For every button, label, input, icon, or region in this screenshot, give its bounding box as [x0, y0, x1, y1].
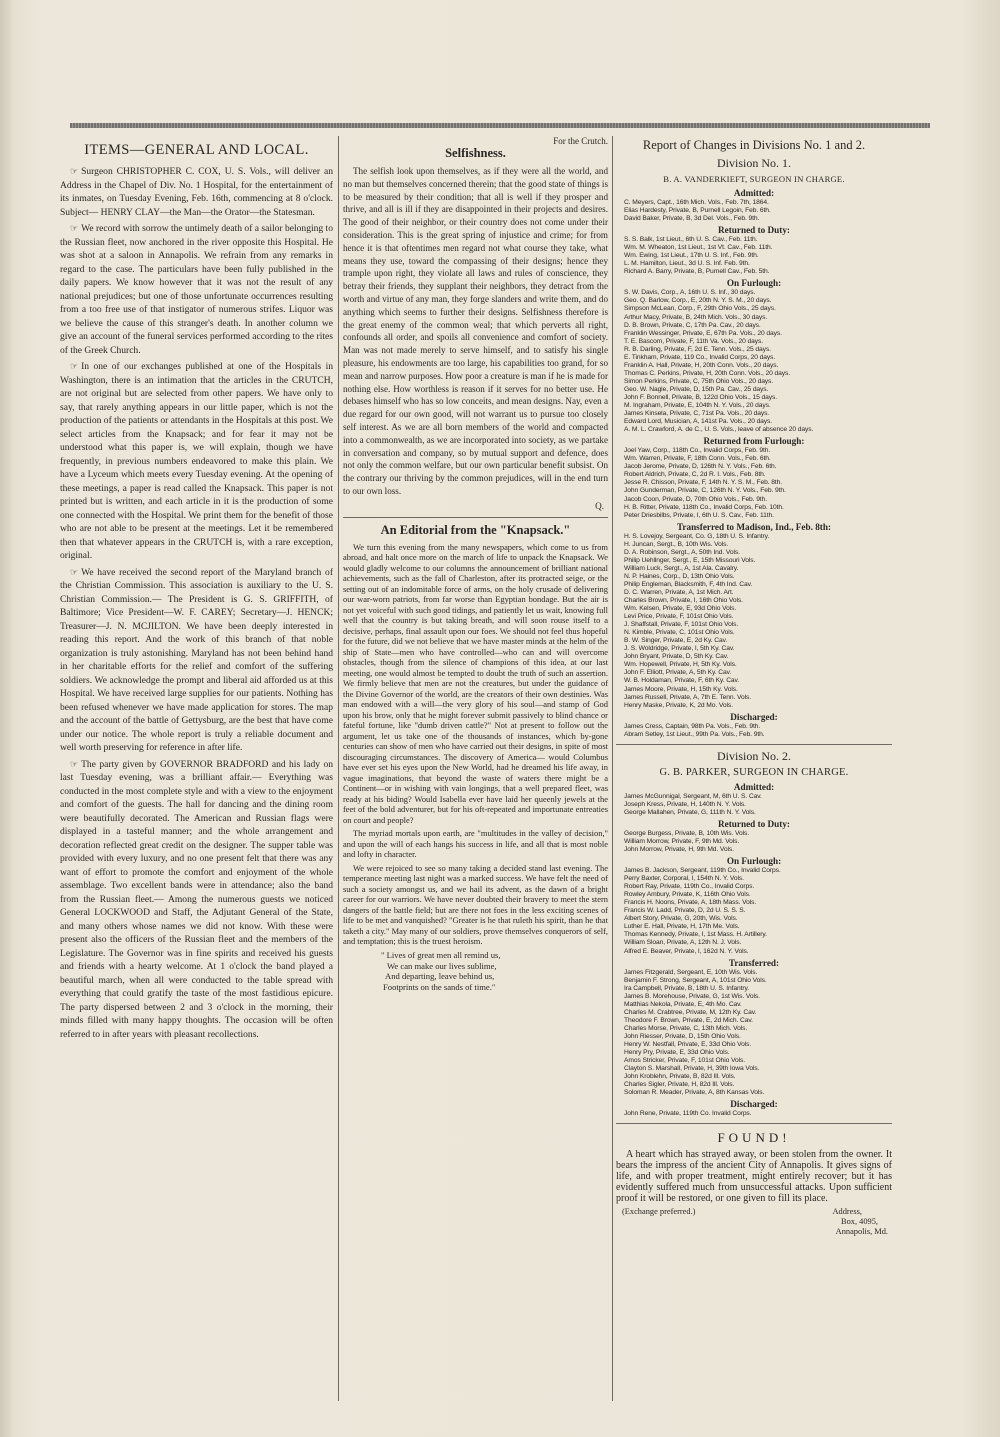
report-entry: Charles M. Crabtree, Private, M, 12th Ky. Cav.: [624, 1008, 757, 1016]
pointing-hand-icon: ☞: [70, 166, 79, 176]
report-entry: Wm. Ewing, 1st Lieut., 17th U. S. Inf., Feb. 9th.: [624, 252, 759, 260]
report-entry: Robert Ray, Private, 119th Co., Invalid Corps.: [624, 883, 755, 891]
poem-quote: [381, 950, 608, 993]
report-entry: M. Ingraham, Private, E, 104th N. Y. Vols., 20 days.: [624, 402, 771, 410]
report-entry: Wm. Warren, Private, F, 18th Conn. Vols., Feb. 6th.: [624, 455, 771, 463]
report-entry: John F. Elliott, Private, A, 5th Ky. Cav.: [624, 669, 732, 677]
report-entry: James B. Morehouse, Private, G, 1st Wis. Vols.: [624, 992, 760, 1000]
found-address-label: Address,: [832, 1207, 862, 1217]
report-entry: Geo. Q. Barlow, Corp., E, 20th N. Y. S. M., 20 days.: [624, 297, 772, 305]
report-entry: S. S. Balk, 1st Lieut., 6th U. S. Cav., Feb. 11th.: [624, 236, 758, 244]
item-paragraph: [60, 222, 333, 357]
division-divider: [616, 744, 892, 745]
report-entry: Jesse R. Chisson, Private, F, 14th N. Y. S. M., Feb. 8th.: [624, 479, 782, 487]
report-entry: B. W. Singer, Private, E, 2d Ky. Cav.: [624, 637, 728, 645]
report-entry: Abram Setley, 1st Lieut., 99th Pa. Vols., Feb. 9th.: [624, 730, 765, 738]
report-entry: Levi Price, Private, F, 101st Ohio Vols.: [624, 613, 734, 621]
report-category-label: Returned to Duty:: [718, 225, 790, 236]
pointing-hand-icon: ☞: [70, 758, 79, 769]
report-entry: John Riesser, Private, D, 15th Ohio Vols.: [624, 1032, 741, 1040]
report-entry: Clayton S. Marshall, Private, H, 39th Iowa Vols.: [624, 1065, 760, 1073]
report-entry: Francis H. Noons, Private, A, 18th Mass. Vols.: [624, 899, 757, 907]
report-entry: Simon Perkins, Private, C, 75th Ohio Vols., 20 days.: [624, 377, 774, 385]
report-entry: William Morrow, Private, F, 9th Md. Vols.: [624, 837, 740, 845]
found-title: FOUND!: [717, 1130, 791, 1146]
editorial-body: [343, 542, 608, 947]
item-text: We record with sorrow the untimely death of a sailor belonging to the Russian fleet, now anchored in the river opposite this Hospital. He was shot at a saloon in Annapolis. We refrain from any remarks in regard to the case. The particulars have been fully published in the daily papers. We know however that it was not the result of any national prejudices; but one of those unfortunate occurrences resulting from a too free use of that instigator of numerous strifes. Liquor was we believe the cause of this stranger's death. In another column we give an account of the funeral services performed according to the rites of the Greek Church.: [60, 223, 333, 356]
column-selfishness-editorial: [343, 136, 608, 1406]
report-entry: Thomas C. Perkins, Private, H, 20th Conn. Vols., 20 days.: [624, 369, 791, 377]
poem-line: And departing, leave behind us,: [385, 971, 495, 982]
report-entry: Elias Hardesty, Private, B, Purnell Legoin, Feb. 6th.: [624, 207, 771, 215]
report-entry: A. M. L. Crawford, A. de C., U. S. Vols., leave of absence 20 days.: [624, 426, 814, 434]
section-heading: ITEMS—GENERAL AND LOCAL.: [84, 142, 309, 158]
report-entry: Henry W. Nestfall, Private, E, 33d Ohio Vols.: [624, 1040, 752, 1048]
report-entry: E. Tinkham, Private, 119 Co., Invalid Corps, 20 days.: [624, 353, 776, 361]
report-entry: N. Kimble, Private, C, 101st Ohio Vols.: [624, 629, 735, 637]
division-2-sections: [616, 782, 892, 1119]
pointing-hand-icon: ☞: [70, 223, 79, 233]
report-entry: D. A. Robinson, Sergt., A, 50th Ind. Vols.: [624, 548, 740, 556]
item-text: Surgeon CHRISTOPHER C. COX, U. S. Vols., will deliver an Address in the Chapel of Div. No. 1 Hospital, for the entertainment of its inmates, on Tuesday Evening, Feb. 16th, commencing at 8 o'clock. Subject— HENRY CLAY—the Man—the Orator—the Statesman.: [60, 166, 333, 218]
report-entry: James Cress, Captain, 98th Pa. Vols., Feb. 9th.: [624, 722, 761, 730]
report-entry: Theodore F. Brown, Private, E, 2d Mich. Cav.: [624, 1016, 753, 1024]
report-category-label: Discharged:: [730, 1099, 778, 1110]
column-divider-2: [612, 136, 613, 1401]
division-1-surgeon: B. A. VANDERKIEFT, SURGEON IN CHARGE.: [663, 174, 845, 184]
report-entry: Simpson McLean, Corp., F, 29th Ohio Vols., 25 days.: [624, 305, 776, 313]
report-entry: George Burgess, Private, B, 10th Wis. Vols.: [624, 829, 750, 837]
report-entry: Soloman R. Meader, Private, A, 8th Kansas Vols.: [624, 1089, 765, 1097]
item-text: The party given by GOVERNOR BRADFORD and his lady on last Tuesday evening, was a brilliant affair.— Everything was conducted in the most complete style and with a view to the enjoyment and comfort of the guests. The hall for dancing and the dining room were beautifully decorated. The American and Russian flags were displayed in a tasteful manner; and the whole arrangement and decoration reflected great credit on the designer. The supper table was provided with every luxury, and no one present felt that there was any want of effort to promote the comfort and enjoyment of the whole assemblage. Two excellent bands were in attendance; also the band from the Russian fleet.— Among the numerous guests we noticed General LOCKWOOD and Staff, the Adjutant General of the State, and many others whose names we did not know. With these were present also the officers of the Russian fleet and the members of the Legislature. The Governor was in fine spirits and received his guests and friends with a hearty welcome. At 1 o'clock the band played a beautiful march, when all were conducted to the table spread with everything that could gratify the taste of the most fastidious epicure. The party dispersed between 2 and 3 o'clock in the morning, their minds filled with many happy thoughts. The occasion will be often referred to in after years with pleasant recollections.: [60, 758, 333, 1040]
poem-line: " Lives of great men all remind us,: [381, 949, 501, 960]
report-category-label: Transferred:: [728, 957, 780, 968]
editorial-paragraph: We turn this evening from the many newspapers, which come to us from abroad, and halt once more on the march of life to unpack the Knapsack. We would gladly welcome to our columns the announcement of brilliant national achievements, such as the fall of Charleston, after its protracted seige, or the setting out of an indomitable force of arms, on the holy crusade of delivering our war-worn patriots, from far worse than Egyptian bondage. But the air is not yet voiceful with such good tidings, and patiently let us wait, knowing full well that the country is but taking breath, and will soon rouse itself to a decisive, perhaps, final assault upon our foes. We should not feel thus hopeful for the future, did we not believe that we have master minds at the helm of the ship of State—men who have controlled—who can and will overcome obstacles, though from the silence of champions of this idea, at our last meeting, one would almost be tempted to doubt the truth of such an assertion. We firmly believe that men are not the creatures, but under the guidance of the Divine Governor of the world, are the creators of their own destinies. Was man endowed with a will—the very glory of his soul—and stamp of God upon his brow, only that he might forever submit passively to blind chance or fateful fortune, like "dumb driven cattle?" Not at present to follow out the argument, let us take one of the thousands of instances, which by-gone centuries can show of men who have carried out their designs, in spite of most discouraging circumstances. The discovery of America— would Columbus have ever set his eyes upon the New World, had he dreamed his life away, in vague imaginations, that beyond the waste of waters there might be a Continent—or in wishing with vain longings, that a well prepared fleet, was ready at his biding? Would Isabella ever have laid her queenly jewels at the feet of the bold adventurer, but for his oft-repeated and importunate entreaties on court and people?: [343, 541, 608, 825]
division-1-sections: [616, 188, 892, 739]
pointing-hand-icon: ☞: [70, 566, 79, 577]
report-entry: Amos Stricker, Private, F, 101st Ohio Vols.: [624, 1057, 745, 1065]
report-entry: H. B. Ritter, Private, 118th Co., Invalid Corps, Feb. 10th.: [624, 503, 784, 511]
column-items-general-local: [60, 136, 333, 1406]
report-category-label: Returned to Duty:: [718, 818, 790, 829]
report-entry: Edward Lord, Musician, A, 141st Pa. Vols., 20 days.: [624, 418, 773, 426]
report-entry: James Kinsela, Private, C, 71st Pa. Vols., 20 days.: [624, 410, 770, 418]
report-entry: H. Juncan, Sergt., B, 10th Wis. Vols.: [624, 540, 729, 548]
report-entry: C. Meyers, Capt., 16th Mich. Vols., Feb. 7th, 1864.: [624, 199, 769, 206]
report-category-label: Discharged:: [730, 711, 778, 722]
item-paragraph: [60, 360, 333, 563]
poem-line: Footprints on the sands of time.": [383, 982, 496, 993]
report-entry: Henry Maske, Private, K, 2d Mo. Vols.: [624, 701, 733, 709]
report-entry: James Moore, Private, H, 15th Ky. Vols.: [624, 685, 738, 693]
report-entry: Thomas Kennedy, Private, I, 1st Mass. H. Artillery.: [624, 931, 767, 939]
report-entry: Arthur Macy, Private, B, 24th Mich. Vols., 30 days.: [624, 313, 768, 321]
report-entry: Francis W. Ladd, Private, D, 2d U. S. S. S.: [624, 907, 746, 915]
editorial-paragraph: We were rejoiced to see so many taking a decided stand last evening. The temperance meeting last night was a marked success. We have felt the need of such a society amongst us, and we hail its advent, as the dawn of a bright career for our warriors. We have never doubted their bravery to meet the stern dangers of the battle field; but are there not foes in the less exciting scenes of life to be met and vanquished? "Greater is he that ruleth his spirit, than he that taketh a city." May many of our soldiers, prove themselves conquerors of self, and temptation; this is the truest heroism.: [343, 862, 608, 947]
report-entry: Perry Baxter, Corporal, I, 154th N. Y. Vols.: [624, 875, 744, 883]
report-entry: Luther E. Hall, Private, H, 17th Me. Vols.: [624, 923, 740, 931]
report-entry: James Fitzgerald, Sergeant, E, 10th Wis. Vols.: [624, 968, 758, 976]
report-entry: Peter Driesbilbs, Private, I, 6th U. S. Cav., Feb. 11th.: [624, 511, 774, 519]
item-paragraph: [60, 566, 333, 755]
top-rule: [70, 123, 930, 128]
report-category-label: On Furlough:: [726, 856, 782, 867]
report-entry: S. W. Davis, Corp., A, 16th U. S. Inf., 30 days.: [624, 289, 756, 297]
report-entry: Richard A. Barry, Private, B, Purnell Cav., Feb. 5th.: [624, 268, 770, 276]
report-entry: J. Shaffstall, Private, F, 101st Ohio Vols.: [624, 621, 739, 629]
report-entry: Franklin Wessinger, Private, E, 67th Pa. Vols., 20 days.: [624, 329, 782, 337]
report-entry: James McGunnigal, Sergeant, M, 6th U. S. Cav.: [624, 792, 762, 800]
report-entry: James Russell, Private, A, 7th E. Tenn. Vols.: [624, 693, 751, 701]
report-entry: Philip Uehllnger, Sergt., E, 15th Missouri Vols.: [624, 556, 756, 564]
report-category-label: Returned from Furlough:: [703, 436, 805, 447]
item-text: In one of our exchanges published at one of the Hospitals in Washington, there is an intimation that the articles in the CRUTCH, are not original but are selected from other papers. We have only to say, that rarely anything appears in our little paper, which is not the production of the patients or attendants in the Hospitals at this post. We select articles from the Knapsack; and for fear it may not be understood what this paper is, we will explain, though we have frequently, in previous numbers endeavored to make this plain. We have a Lyceum which meets every Tuesday evening. At the opening of these meetings, a paper is read called the Knapsack. This paper is not printed but is written, and each article in it is the production of some one connected with the Hospital. We print them for the benefit of those who are not able to be present at the meetings. Let it be remembered then that whatever appears in the CRUTCH is, with a rare exception, original.: [60, 361, 333, 561]
article-heading-editorial: An Editorial from the "Knapsack.": [380, 522, 571, 537]
report-entry: N. P. Haines, Corp., D, 13th Ohio Vols.: [624, 572, 735, 580]
report-entry: Franklin A. Hall, Private, H, 20th Conn. Vols., 20 days.: [624, 361, 779, 369]
report-entry: Alfred E. Beaver, Private, I, 162d N. Y. Vols.: [624, 947, 749, 955]
report-entry: John Morrow, Private, H, 9th Md. Vols.: [624, 846, 734, 853]
article-heading-selfishness: Selfishness.: [445, 146, 506, 160]
report-category-label: Transferred to Madison, Ind., Feb. 8th:: [676, 521, 832, 532]
report-entry: Philip Engleman, Blacksmith, F, 4th Ind. Cav.: [624, 580, 753, 588]
report-entry: Charles Sigler, Private, H, 82d Ill. Vols.: [624, 1081, 735, 1089]
report-entry: W. B. Holdaman, Private, F, 6th Ky. Cav.: [624, 677, 740, 685]
report-entry: John Rene, Private, 119th Co. Invalid Corps.: [624, 1110, 752, 1118]
report-entry: John Gunderman, Private, C, 126th N. Y. Vols., Feb. 9th.: [624, 487, 786, 495]
report-entry: George Mallahen, Private, G, 111th N. Y. Vols.: [624, 808, 756, 816]
report-entry: Albert Story, Private, G, 20th, Wis. Vols.: [624, 915, 738, 923]
report-entry: D. C. Warren, Private, A, 1st Mich. Art.: [624, 588, 734, 596]
report-entry: William Sloan, Private, A, 12th N. J. Vols.: [624, 939, 742, 947]
article-signature: Q.: [595, 500, 604, 511]
division-2-title: Division No. 2.: [716, 748, 791, 763]
column-report-of-changes: [616, 136, 892, 1406]
report-entry: John Kroblehn, Private, B, 82d Ill. Vols.: [624, 1073, 736, 1081]
report-entry: Geo. W. Nagle, Private, D, 15th Pa. Cav., 25 days.: [624, 385, 769, 393]
report-category-label: Admitted:: [733, 781, 775, 792]
report-entry: Henry Pry, Private, E, 33d Ohio Vols.: [624, 1049, 730, 1057]
report-entry: John F. Bonnell, Private, B, 122d Ohio Vols., 15 days.: [624, 393, 777, 401]
article-source: For the Crutch.: [553, 136, 608, 146]
found-notice: [616, 1130, 892, 1236]
report-entry: R. B. Darling, Private, F, 2d E. Tenn. Vols., 25 days.: [624, 345, 771, 353]
report-entry: Robert Aldrich, Private, C, 2d R. I. Vols., Feb. 8th.: [624, 471, 766, 479]
column-divider-1: [338, 136, 339, 1401]
report-entry: T. E. Bascom, Private, F, 11th Va. Vols., 20 days.: [624, 337, 763, 345]
report-entry: James B. Jackson, Sergeant, 119th Co., Invalid Corps.: [624, 867, 781, 875]
report-entry: Charles Brown, Private, I, 16th Ohio Vols.: [624, 597, 743, 605]
report-title: Report of Changes in Divisions No. 1 and 2.: [642, 138, 866, 152]
report-category-label: On Furlough:: [726, 278, 782, 289]
item-text: We have received the second report of the Maryland branch of the Christian Commission. This association is auxiliary to the U. S. Christian Commission.— The President is G. S. GRIFFITH, of Baltimore; Vice President—W. F. CAREY; Secretary—J. HENCK; Treasurer—J. N. MCJILTON. We have been deeply interested in reading this report. And the work of this branch of that noble organization is truly astonishing. Maryland has not been behind hand in her charitable efforts for the relief and comfort of the suffering soldiers. We acknowledge the prompt and liberal aid afforded us at this Hospital. We have received large supplies for our patients. Nothing has been refused whenever we have made application for stores. The map and the account of the battle of Gettysburg, are the best that have come under our notice. The whole report is truly a reliable document and well worth preserving for reference in after life.: [60, 566, 333, 753]
article-divider: [343, 517, 608, 518]
report-entry: Wm. M. Wheaton, 1st Lieut., 1st Vt. Cav., Feb. 11th.: [624, 244, 773, 252]
poem-line: We can make our lives sublime,: [387, 960, 497, 971]
division-2-surgeon: G. B. PARKER, SURGEON IN CHARGE.: [659, 766, 849, 778]
report-entry: H. S. Lovejoy, Sergeant, Co. G, 18th U. S. Infantry.: [624, 532, 770, 540]
article-paragraph: The selfish look upon themselves, as if they were all the world, and no man but themselves concerned therein; that the good state of things is to be measured by their condition; that all is well if they prosper and thrive, and all is ill if they are disappointed in their projects and desires. The good of their neighbor, or their country does not come under their consideration. This is the great spring of injustice and crime; for from hence it is that oftentimes men regard not what course they take, what means they use, toward the compassing of their designs; hence they trample upon right, they violate all laws and rules of conscience, they betray their friends, they supplant their neighbors, they detract from the worth and virtue of any man, they forge slanders and write them, and do anything which seems to further their designs. Selfishness therefore is the great enemy of the common weal; that which perverts all right, confounds all order, and spoils all convenience and comfort of society. Man was not made merely to serve himself, and to satisfy his single pleasure, his endowments are too large, his capabilities too grand, for so mean and narrow purposes. How poor a creature is man if he is made for nothing else. How worthless is reason if it serves for no better use. He debases himself who has so low conceits, and mean designs. Nay, even a due regard for our own good, will not warrant us to pursue too closely self interest. As we are all born members of the world and compacted into a commonwealth, as we are incorporated into society, as we partake in conversation and company, so by mutual support and defence, does not only the common welfare, but our own particular benefit subsist. On the contrary our thriving by the common prejudices, will in the end turn to our own loss.: [343, 166, 608, 496]
found-note: (Exchange preferred.): [622, 1207, 696, 1217]
found-divider: [616, 1123, 892, 1124]
report-entry: Wm. Kelsen, Private, E, 93d Ohio Vols.: [624, 605, 737, 613]
report-entry: D. B. Brown, Private, C, 17th Pa. Cav., 20 days.: [624, 321, 761, 329]
report-entry: Joseph Kress, Private, H, 140th N. Y. Vols.: [624, 800, 746, 808]
report-entry: Rowley Ambury, Private, K, 116th Ohio Vols.: [624, 891, 751, 899]
item-paragraph: [60, 758, 333, 1042]
item-paragraph: [60, 165, 333, 219]
report-entry: William Luck, Sergt., A, 1st Ala. Cavalry.: [624, 564, 739, 572]
found-address-box: Box, 4095,: [841, 1217, 878, 1227]
pointing-hand-icon: ☞: [70, 361, 79, 371]
found-address: [616, 1207, 892, 1236]
found-address-city: Annapolis, Md.: [835, 1226, 888, 1236]
report-category-label: Admitted:: [733, 188, 775, 198]
report-entry: Matthias Nekola, Private, E, 4th Mo. Cav.: [624, 1000, 742, 1008]
found-text: A heart which has strayed away, or been stolen from the owner. It bears the impress of the ancient City of Annapolis. It gives signs of life, and with proper treatment, might entirely recover; but it has evidently suffered much from unsuccessful attacks. Upon sufficient proof it will be restored, or one given to fill its place.: [616, 1149, 892, 1205]
report-entry: L. M. Hamilton, Lieut., 3d U. S. Inf. Feb. 9th.: [624, 260, 750, 268]
report-entry: John Bryant, Private, D, 5th Ky. Cav.: [624, 653, 729, 661]
report-entry: Jacob Jerome, Private, D, 126th N. Y. Vols., Feb. 6th.: [624, 463, 777, 471]
report-entry: Wm. Hopewell, Private, H, 5th Ky. Vols.: [624, 661, 737, 669]
report-entry: Benjamin F. Strong, Sergeant, A, 101st Ohio Vols.: [624, 976, 767, 984]
editorial-paragraph: The myriad mortals upon earth, are "multitudes in the valley of decision," and upon the will of each hangs his success in life, and all that is most noble and lofty in character.: [343, 828, 608, 860]
report-entry: J. S. Woldridge, Private, I, 5th Ky. Cav.: [624, 645, 735, 653]
report-entry: Joel Yaw, Corp., 118th Co., Invalid Corps, Feb. 9th.: [624, 447, 771, 455]
report-entry: Jacob Coon, Private, D, 70th Ohio Vols., Feb. 9th.: [624, 495, 767, 503]
report-entry: Charles Morse, Private, C, 13th Mich. Vols.: [624, 1024, 748, 1032]
division-1-title: Division No. 1.: [716, 156, 791, 170]
report-entry: Ira Campbell, Private, B, 18th U. S. Infantry.: [624, 984, 749, 992]
report-entry: David Baker, Private, B, 3d Del. Vols., Feb. 9th.: [624, 215, 760, 223]
